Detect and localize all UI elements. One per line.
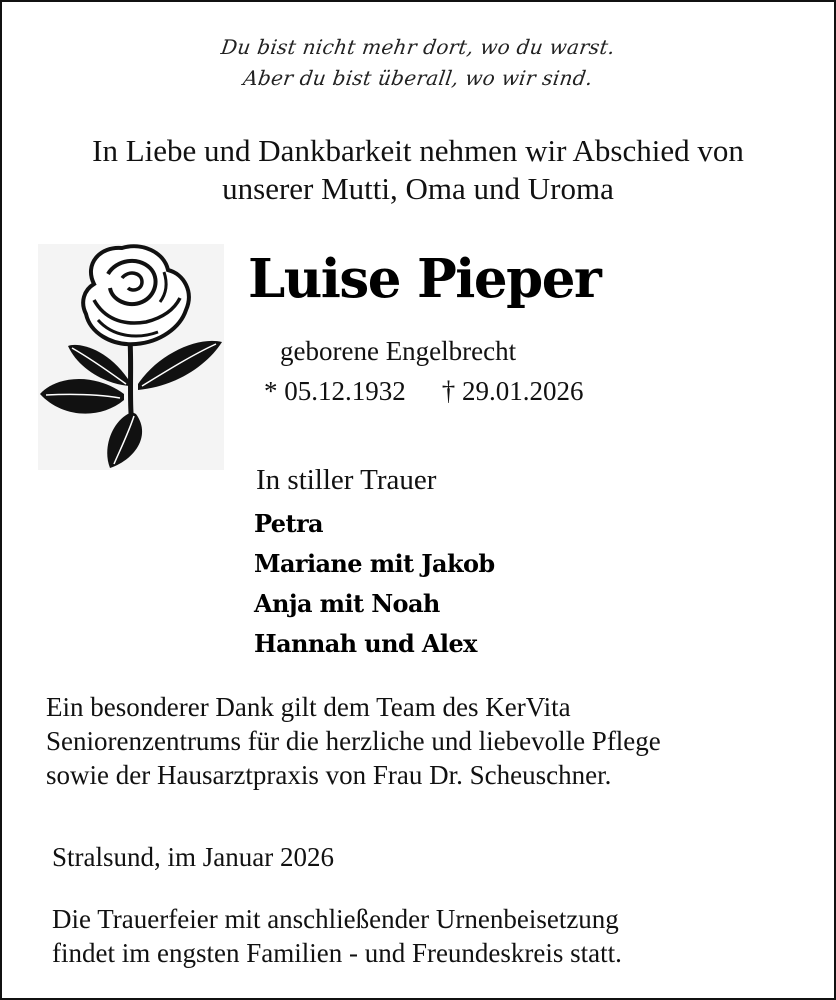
mourner-name: Hannah und Alex bbox=[254, 629, 477, 658]
mourner-name: Petra bbox=[254, 509, 323, 538]
thanks-line: sowie der Hausarztpraxis von Frau Dr. Scheuschner. bbox=[46, 760, 612, 790]
funeral-line: findet im engsten Familien - und Freundeskreis statt. bbox=[52, 938, 622, 968]
mourner-name: Anja mit Noah bbox=[254, 589, 440, 618]
mourners-list bbox=[254, 504, 495, 664]
place-date: Stralsund, im Januar 2026 bbox=[52, 842, 334, 872]
quote-line: Aber du bist überall, wo wir sind. bbox=[241, 66, 595, 90]
intro-line: In Liebe und Dankbarkeit nehmen wir Abschied von bbox=[92, 133, 744, 168]
thanks-line: Seniorenzentrums für die herzliche und liebevolle Pflege bbox=[46, 726, 661, 756]
rose-icon bbox=[38, 244, 224, 470]
birth-date: * 05.12.1932 bbox=[264, 376, 406, 406]
birth-name: geborene Engelbrecht bbox=[280, 336, 517, 366]
life-dates bbox=[264, 374, 584, 408]
intro-line: unserer Mutti, Oma und Uroma bbox=[222, 171, 614, 206]
death-date: † 29.01.2026 bbox=[441, 376, 584, 406]
mourner-name: Mariane mit Jakob bbox=[254, 549, 495, 578]
memorial-quote bbox=[2, 32, 834, 94]
thanks-text bbox=[46, 690, 806, 792]
funeral-line: Die Trauerfeier mit anschließender Urnenbeisetzung bbox=[52, 904, 619, 934]
deceased-name: Luise Pieper bbox=[248, 248, 601, 310]
mourning-heading: In stiller Trauer bbox=[256, 464, 437, 496]
quote-line: Du bist nicht mehr dort, wo du warst. bbox=[219, 35, 617, 59]
funeral-info bbox=[52, 902, 812, 970]
intro-text bbox=[2, 132, 834, 208]
thanks-line: Ein besonderer Dank gilt dem Team des KerVita bbox=[46, 692, 571, 722]
